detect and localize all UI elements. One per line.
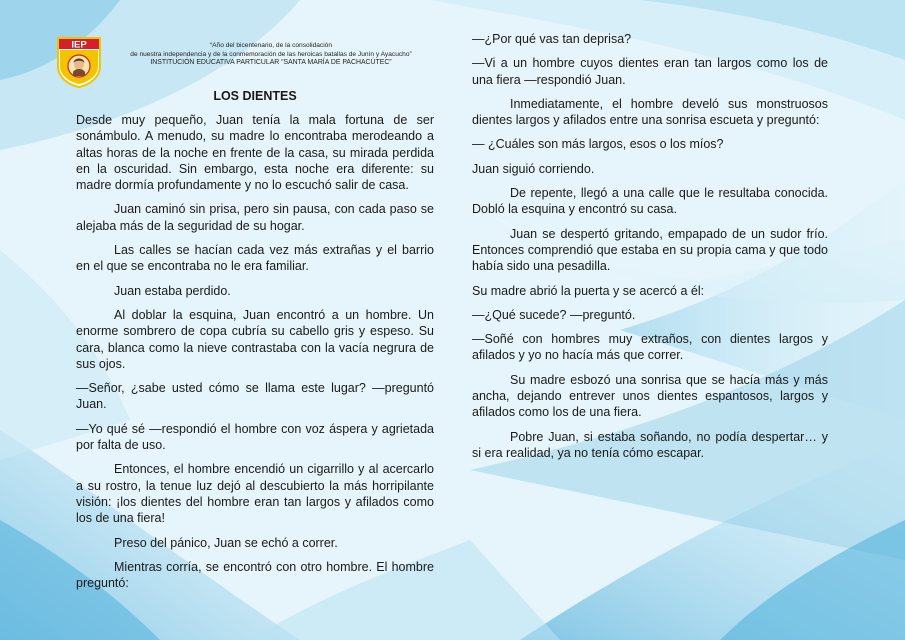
- story-paragraph: Juan siguió corriendo.: [472, 161, 595, 176]
- header-institution: INSTITUCIÓN EDUCATIVA PARTICULAR “SANTA MARÍA DE PACHACÚTEC”: [150, 59, 392, 67]
- story-paragraph: —Vi a un hombre cuyos dientes eran tan largos como los de una fiera —respondió Juan.: [472, 56, 828, 87]
- story-paragraph: —Yo qué sé —respondió el hombre con voz áspera y agrietada por falta de uso.: [76, 421, 434, 453]
- story-paragraph: —Señor, ¿sabe usted cómo se llama este lugar? —preguntó Juan.: [76, 381, 434, 412]
- school-logo: [56, 36, 102, 88]
- story-paragraph: Su madre abrió la puerta y se acercó a él:: [472, 283, 705, 298]
- story-paragraph: Desde muy pequeño, Juan tenía la mala fortuna de ser sonámbulo. A menudo, su madre lo encontraba merodeando a altas horas de la noche en frente de la casa, su mirada perdida en la oscuridad. Sin embargo, esta noche era diferente: su madre dormía profundamente y no lo escuchó salir de casa.: [76, 113, 434, 193]
- story-paragraph: Su madre esbozó una sonrisa que se hacía más y más ancha, dejando entrever unos dientes espantosos, largos y afilados como los de una fiera.: [472, 372, 828, 420]
- story-paragraph: —Soñé con hombres muy extraños, con dientes largos y afilados y yo no hacía más que correr.: [472, 332, 828, 363]
- story-paragraph: Juan caminó sin prisa, pero sin pausa, con cada paso se alejaba más de la seguridad de su hogar.: [76, 202, 434, 233]
- story-paragraph: — ¿Cuáles son más largos, esos o los míos?: [472, 137, 724, 152]
- left-column: [76, 112, 434, 599]
- header-text: [106, 42, 436, 68]
- header-year-line-2: de nuestra independencia y de la conmemoración de las heroicas batallas de Junín y Ayacucho”: [130, 50, 412, 58]
- logo-text: IEP: [71, 39, 87, 51]
- header-year-line-1: “Año del bicentenario, de la consolidación: [209, 42, 333, 49]
- story-paragraph: Juan se despertó gritando, empapado de un sudor frío. Entonces comprendió que estaba en su propia cama y que todo había sido una pesadilla.: [472, 226, 828, 274]
- document-header: [56, 36, 436, 88]
- story-paragraph: Pobre Juan, si estaba soñando, no podía despertar… y si era realidad, ya no tenía cómo escapar.: [472, 429, 828, 460]
- story-paragraph: Juan estaba perdido.: [114, 283, 231, 298]
- story-paragraph: —¿Qué sucede? —preguntó.: [472, 307, 636, 322]
- right-column: [472, 31, 828, 469]
- story-paragraph: —¿Por qué vas tan deprisa?: [472, 32, 632, 46]
- story-paragraph: Inmediatamente, el hombre develó sus monstruosos dientes largos y afilados entre una sonrisa escueta y preguntó:: [472, 96, 828, 128]
- story-paragraph: De repente, llegó a una calle que le resultaba conocida. Dobló la esquina y encontró su casa.: [472, 186, 828, 217]
- story-paragraph: Mientras corría, se encontró con otro hombre. El hombre preguntó:: [76, 559, 434, 591]
- story-title: LOS DIENTES: [213, 89, 297, 103]
- story-paragraph: Al doblar la esquina, Juan encontró a un hombre. Un enorme sombrero de copa cubría su cabello gris y espeso. Su cara, blanca como la nieve contrastaba con la vacía negrura de sus ojos.: [76, 307, 434, 371]
- story-paragraph: Entonces, el hombre encendió un cigarrillo y al acercarlo a su rostro, la tenue luz dejó al descubierto la más horripilante visión: ¡los dientes del hombre eran tan largos y afilados como los de una fiera!: [76, 462, 434, 526]
- story-paragraph: Preso del pánico, Juan se echó a correr.: [114, 535, 338, 550]
- story-paragraph: Las calles se hacían cada vez más extrañas y el barrio en el que se encontraba no le era familiar.: [76, 243, 434, 274]
